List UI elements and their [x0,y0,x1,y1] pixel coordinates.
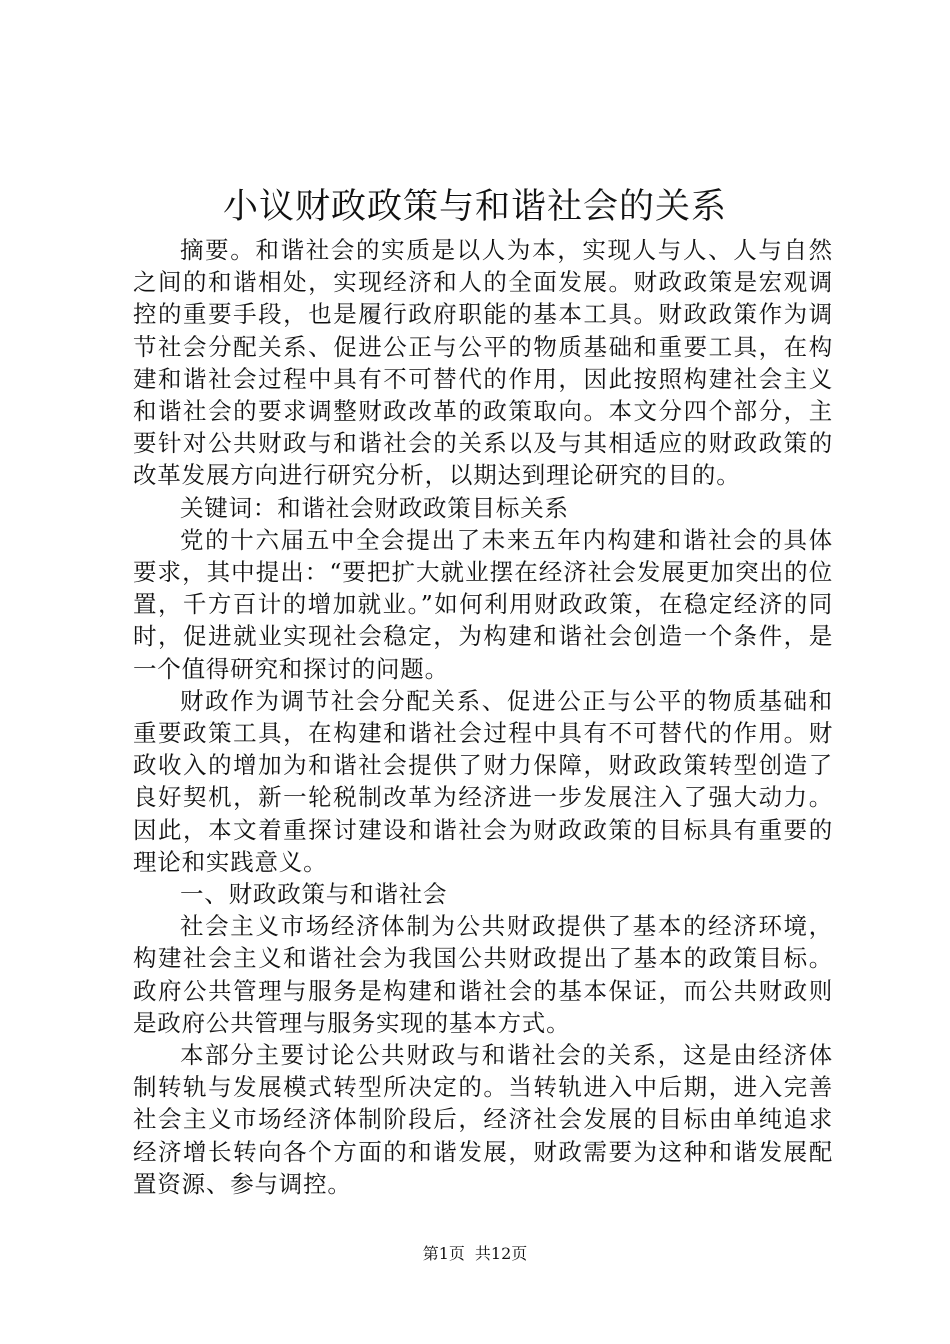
document-title: 小议财政政策与和谐社会的关系 [222,187,727,227]
document-body [133,234,833,1200]
body-paragraph: 社会主义市场经济体制为公共财政提供了基本的经济环境，构建社会主义和谐社会为我国公共财政提出了基本的政策目标。政府公共管理与服务是构建和谐社会的基本保证，而公共财政则是政府公共管理与服务实现的基本方式。 [133,912,833,1037]
page-footer [0,1243,950,1265]
body-paragraph: 本部分主要讨论公共财政与和谐社会的关系，这是由经济体制转轨与发展模式转型所决定的。当转轨进入中后期，进入完善社会主义市场经济体制阶段后，经济社会发展的目标由单纯追求经济增长转向各个方面的和谐发展，财政需要为这种和谐发展配置资源、参与调控。 [133,1041,833,1198]
abstract-paragraph: 摘要。和谐社会的实质是以人为本，实现人与人、人与自然之间的和谐相处，实现经济和人的全面发展。财政政策是宏观调控的重要手段，也是履行政府职能的基本工具。财政政策作为调节社会分配关系、促进公正与公平的物质基础和重要工具，在构建和谐社会过程中具有不可替代的作用，因此按照构建社会主义和谐社会的要求调整财政改革的政策取向。本文分四个部分，主要针对公共财政与和谐社会的关系以及与其相适应的财政政策的改革发展方向进行研究分析，以期达到理论研究的目的。 [133,236,833,490]
keywords-paragraph: 关键词：和谐社会财政政策目标关系 [180,493,569,522]
page-total: 共12页 [474,1244,528,1263]
section-heading: 一、财政政策与和谐社会 [180,880,448,909]
body-paragraph: 财政作为调节社会分配关系、促进公正与公平的物质基础和重要政策工具，在构建和谐社会过程中具有不可替代的作用。财政收入的增加为和谐社会提供了财力保障，财政政策转型创造了良好契机，新一轮税制改革为经济进一步发展注入了强大动力。因此，本文着重探讨建设和谐社会为财政政策的目标具有重要的理论和实践意义。 [133,686,833,876]
body-paragraph: 党的十六届五中全会提出了未来五年内构建和谐社会的具体要求，其中提出：“要把扩大就业摆在经济社会发展更加突出的位置，千方百计的增加就业。”如何利用财政政策，在稳定经济的同时，促进就业实现社会稳定，为构建和谐社会创造一个条件，是一个值得研究和探讨的问题。 [133,525,833,683]
page-number: 第1页 [422,1244,465,1263]
